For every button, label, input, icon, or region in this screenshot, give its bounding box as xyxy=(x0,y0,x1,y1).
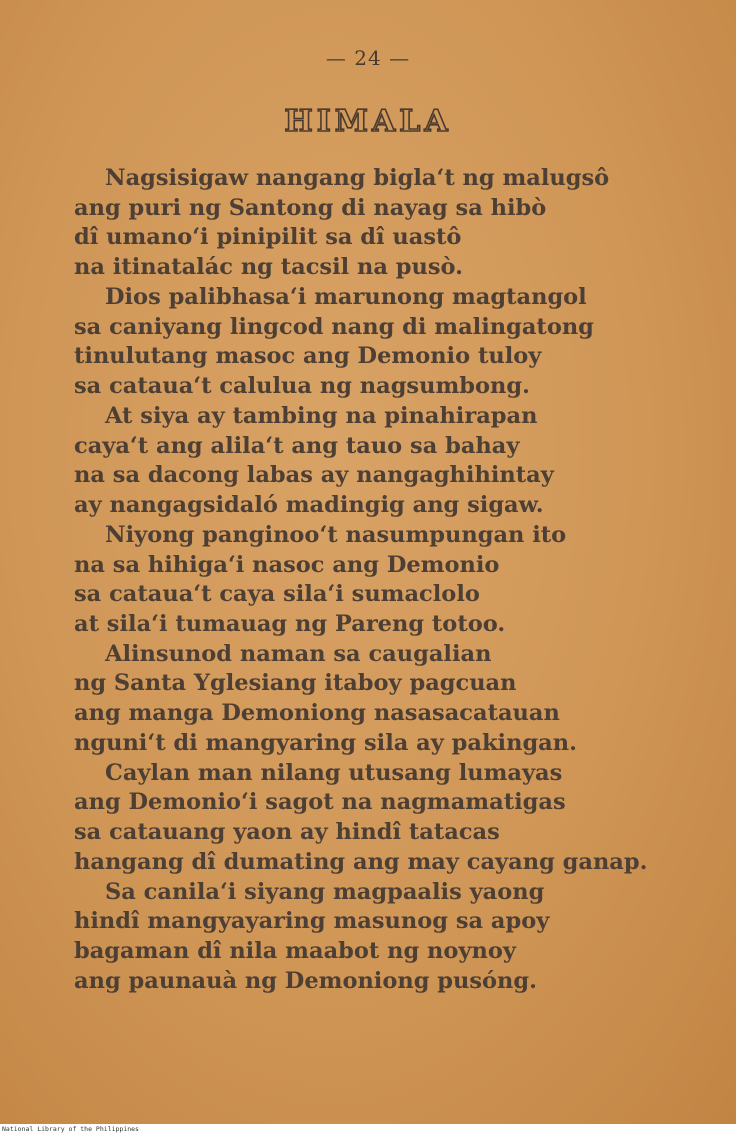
poem-line: na sa dacong labas ay nangaghihintay xyxy=(74,462,554,489)
poem-line: Nagsisigaw nangang bigla‘t ng malugsô xyxy=(105,165,610,191)
poem-line: sa cataua‘t calulua ng nagsumbong. xyxy=(74,372,530,399)
poem-line: At siya ay tambing na pinahirapan xyxy=(105,402,538,429)
page-number: — 24 — xyxy=(325,46,411,70)
stanza-5 xyxy=(74,640,674,758)
poem-line: ay nangagsidaló madingig ang sigaw. xyxy=(74,491,544,518)
poem-line: Niyong panginoo‘t nasumpungan ito xyxy=(105,521,567,548)
poem-line: bagaman dî nila maabot ng noynoy xyxy=(74,938,516,964)
poem-body xyxy=(74,164,674,997)
poem-line: ang puri ng Santong di nayag sa hibò xyxy=(74,194,547,221)
poem-line: sa cataua‘t caya sila‘i sumaclolo xyxy=(74,581,480,608)
stanza-2 xyxy=(74,283,674,401)
poem-line: at sila‘i tumauag ng Pareng totoo. xyxy=(74,610,506,637)
poem-line: caya‘t ang alila‘t ang tauo sa bahay xyxy=(74,432,520,459)
poem-line: hangang dî dumating ang may cayang ganap. xyxy=(74,848,648,875)
stanza-3 xyxy=(74,402,674,520)
stanza-7 xyxy=(74,878,674,996)
poem-line: sa caniyang lingcod nang di malingatong xyxy=(74,313,594,340)
poem-line: tinulutang masoc ang Demonio tuloy xyxy=(74,343,542,370)
poem-line: hindî mangyayaring masunog sa apoy xyxy=(74,908,550,935)
poem-line: na itinatalác ng tacsil na pusò. xyxy=(74,253,463,280)
stanza-4 xyxy=(74,521,674,639)
poem-line: ng Santa Yglesiang itaboy pagcuan xyxy=(74,670,517,697)
poem-line: dî umano‘i pinipilit sa dî uastô xyxy=(74,224,462,251)
footer-credit: National Library of the Philippines xyxy=(2,1125,139,1133)
stanza-6 xyxy=(74,759,674,877)
poem-line: ang manga Demoniong nasasacatauan xyxy=(74,700,560,727)
poem-line: Dios palibhasa‘i marunong magtangol xyxy=(105,283,587,310)
stanza-1 xyxy=(74,164,674,282)
poem-title: HIMALA xyxy=(284,104,452,139)
poem-line: sa catauang yaon ay hindî tatacas xyxy=(74,819,500,846)
poem-line: Caylan man nilang utusang lumayas xyxy=(105,759,563,786)
poem-line: ang paunauà ng Demoniong pusóng. xyxy=(74,967,537,994)
poem-line: nguni‘t di mangyaring sila ay pakingan. xyxy=(74,729,577,756)
poem-line: na sa hihiga‘i nasoc ang Demonio xyxy=(74,551,500,578)
poem-line: Sa canila‘i siyang magpaalis yaong xyxy=(105,878,545,905)
poem-line: Alinsunod naman sa caugalian xyxy=(105,640,492,667)
poem-line: ang Demonio‘i sagot na nagmamatigas xyxy=(74,789,566,816)
